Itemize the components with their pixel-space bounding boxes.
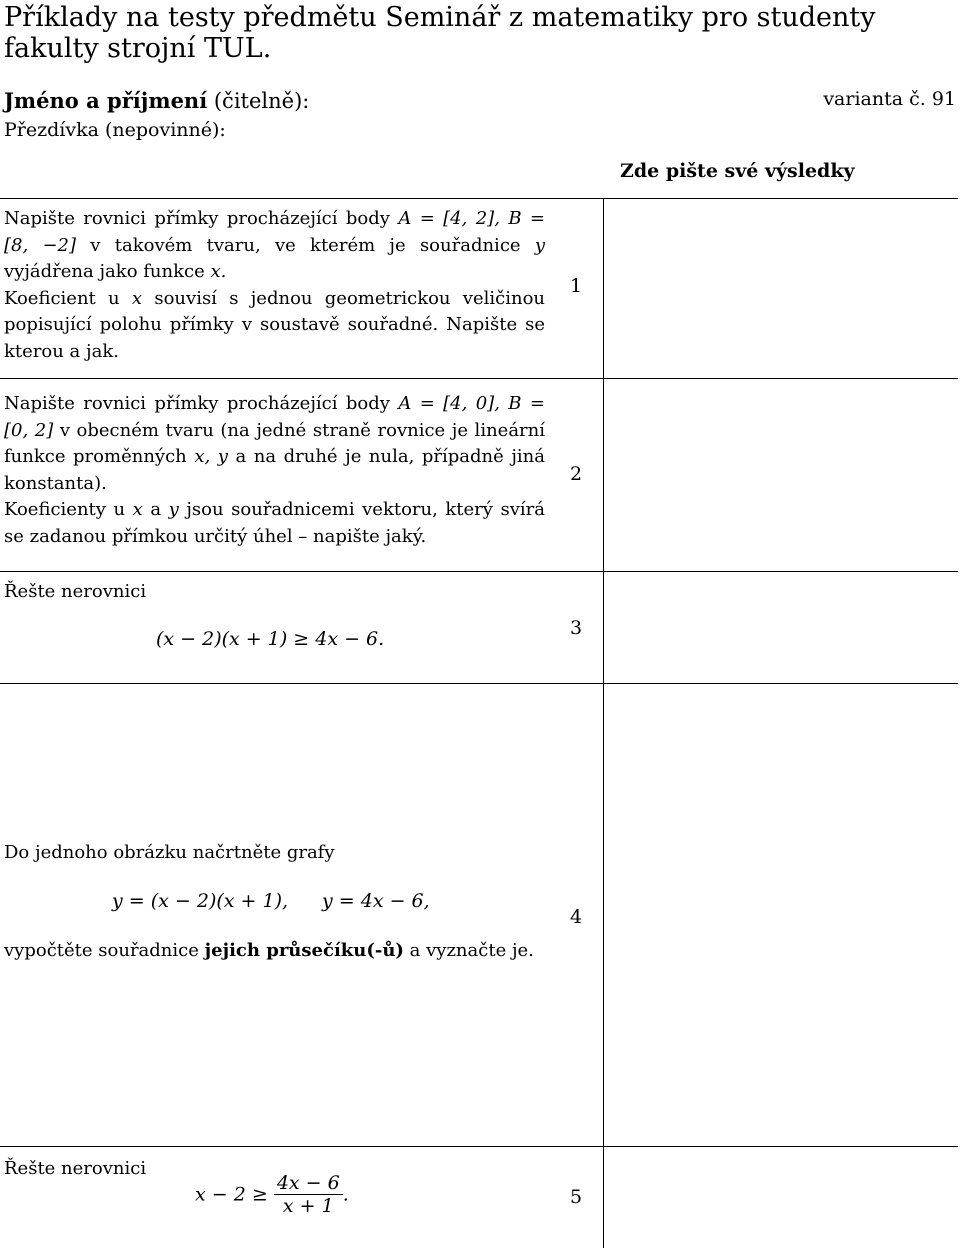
problem-3-formula: (x − 2)(x + 1) ≥ 4x − 6. xyxy=(156,628,385,650)
variant-label: varianta č. 91 xyxy=(823,88,956,110)
row-divider xyxy=(0,571,958,572)
problem-1-text: Napište rovnici přímky procházející body A = [4, 2], B = [8, −2] v takovém tvaru, ve kterém je souřadnice y vyjádřena jako funkce x. Koeficient u x souvisí s jednou geometrickou veličinou popisující polohu přímky v soustavě souřadné. Napište se kterou a jak. xyxy=(4,208,545,362)
problem-4-text: vypočtěte souřadnice jejich průsečíku(-ů) a vyznačte je. xyxy=(4,940,534,961)
row-divider xyxy=(0,378,958,379)
problem-3-number: 3 xyxy=(569,617,583,639)
problem-4-intro: Do jednoho obrázku načrtněte grafy xyxy=(4,842,335,863)
problem-4-formula-2: y = 4x − 6, xyxy=(322,890,430,912)
problem-4-formula-1: y = (x − 2)(x + 1), xyxy=(112,890,289,912)
name-hint: (čitelně): xyxy=(213,89,310,113)
page-title: Příklady na testy předmětu Seminář z matematiky pro studenty fakulty strojní TUL. xyxy=(4,2,876,64)
name-label: Jméno a příjmení xyxy=(4,88,208,113)
problem-5-formula: x − 2 ≥ $\frac{4x - 6}{x + 1}$ . xyxy=(195,1172,349,1217)
problem-2-text: Napište rovnici přímky procházející body A = [4, 0], B = [0, 2] v obecném tvaru (na jedné straně rovnice je lineární funkce proměnných x, y a na druhé je nula, případně jiná konstanta). Koeficienty u x a y jsou souřadnicemi vektoru, který svírá se zadanou přímkou určitý úhel – napište jaký. xyxy=(4,393,546,547)
row-divider xyxy=(0,1146,958,1147)
name-field-label xyxy=(4,88,309,113)
column-divider xyxy=(603,198,604,1248)
problem-5-intro: Řešte nerovnici xyxy=(4,1158,147,1179)
row-divider xyxy=(0,683,958,684)
problem-2-number: 2 xyxy=(569,463,583,485)
results-column-header: Zde pište své výsledky xyxy=(620,160,855,182)
fraction: $\frac{4x - 6}{x + 1}$ xyxy=(274,1172,343,1217)
problem-4-number: 4 xyxy=(569,906,583,928)
problem-3-intro: Řešte nerovnici xyxy=(4,581,147,602)
row-divider xyxy=(0,198,958,199)
problem-1-number: 1 xyxy=(569,275,583,297)
nickname-label: Přezdívka (nepovinné): xyxy=(4,119,226,141)
problem-5-number: 5 xyxy=(569,1186,583,1208)
